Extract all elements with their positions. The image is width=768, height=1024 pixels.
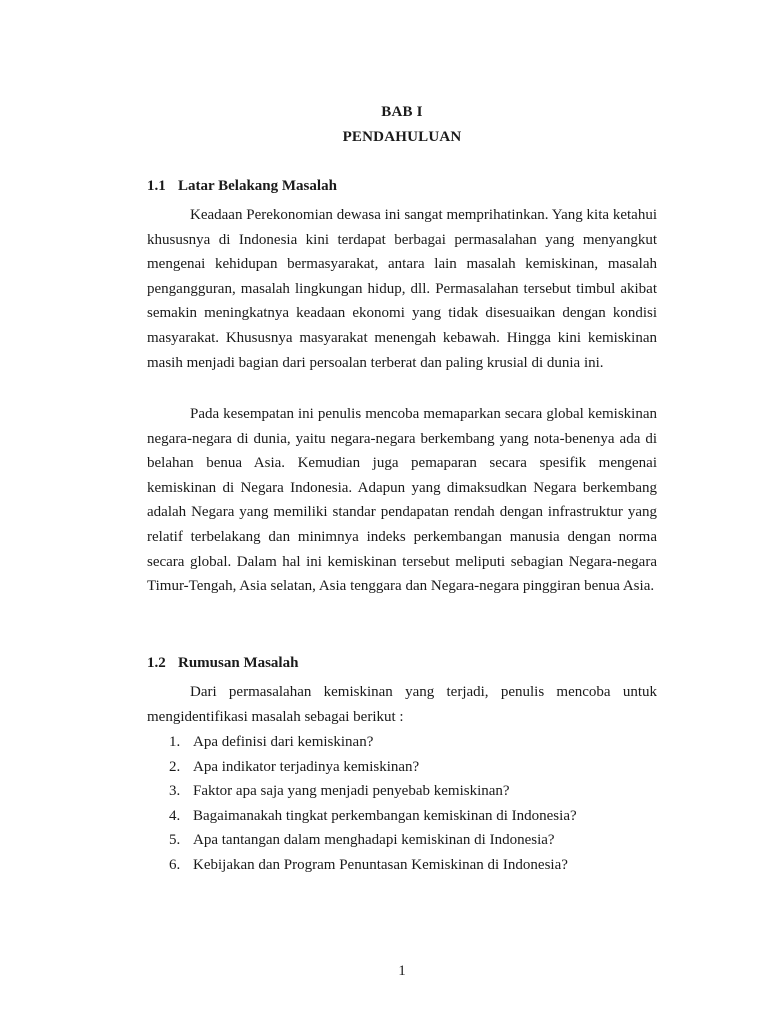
paragraph: Pada kesempatan ini penulis mencoba memaparkan secara global kemiskinan negara-negara di dunia, yaitu negara-negara berkembang yang nota-benenya ada di belahan benua Asia. Kemudian juga pemaparan secara spesifik mengenai kemiskinan di Negara Indonesia. Adapun yang dimaksudkan Negara berkembang adalah Negara yang memiliki standar pendapatan rendah dengan infrastruktur yang relatif terbelakang dan minimnya indeks perkembangan manusia dengan norma secara global. Dalam hal ini kemiskinan tersebut meliputi sebagian Negara-negara Timur-Tengah, Asia selatan, Asia tenggara dan Negara-negara pinggiran benua Asia. (147, 406, 657, 595)
paragraph: Keadaan Perekonomian dewasa ini sangat memprihatinkan. Yang kita ketahui khususnya di Indonesia kini terdapat berbagai permasalahan yang menyangkut mengenai kehidupan bermasyarakat, antara lain masalah kemiskinan, masalah pengangguran, masalah lingkungan hidup, dll. Permasalahan tersebut timbul akibat semakin meningkatnya keadaan ekonomi yang tidak disesuaikan dengan kondisi masyarakat. Khususnya masyarakat menengah kebawah. Hingga kini kemiskinan masih menjadi bagian dari persoalan terberat dan paling krusial di dunia ini. (147, 207, 657, 371)
section-number: 1.2 (147, 655, 166, 671)
chapter-label: BAB I (381, 104, 423, 120)
paragraph: Dari permasalahan kemiskinan yang terjadi, penulis mencoba untuk mengidentifikasi masalah sebagai berikut : (147, 684, 657, 725)
section-heading-background (147, 178, 337, 195)
list-item-text: Faktor apa saja yang menjadi penyebab kemiskinan? (193, 783, 510, 799)
question-list (147, 730, 657, 877)
list-item (147, 755, 657, 780)
list-item-text: Bagaimanakah tingkat perkembangan kemiskinan di Indonesia? (193, 807, 577, 824)
list-item (147, 828, 657, 853)
list-item (147, 804, 657, 829)
section-title: Rumusan Masalah (178, 655, 299, 671)
section-title: Latar Belakang Masalah (178, 178, 337, 194)
page-number: 1 (398, 963, 406, 979)
list-item-text: Apa indikator terjadinya kemiskinan? (193, 758, 420, 775)
list-item-number: 1. (169, 734, 181, 750)
list-item (147, 730, 657, 755)
list-item-number: 5. (169, 832, 181, 848)
section-heading-problem-statement (147, 655, 298, 672)
list-item-number: 3. (169, 783, 181, 799)
chapter-title: PENDAHULUAN (342, 129, 462, 145)
section-number: 1.1 (147, 178, 166, 194)
list-item-text: Kebijakan dan Program Penuntasan Kemiskinan di Indonesia? (193, 856, 568, 873)
list-item-text: Apa definisi dari kemiskinan? (193, 734, 374, 750)
list-item (147, 779, 657, 804)
list-item-number: 4. (169, 807, 181, 824)
list-item-number: 6. (169, 856, 181, 873)
list-item (147, 853, 657, 878)
list-item-number: 2. (169, 758, 181, 775)
list-item-text: Apa tantangan dalam menghadapi kemiskinan di Indonesia? (193, 832, 555, 848)
